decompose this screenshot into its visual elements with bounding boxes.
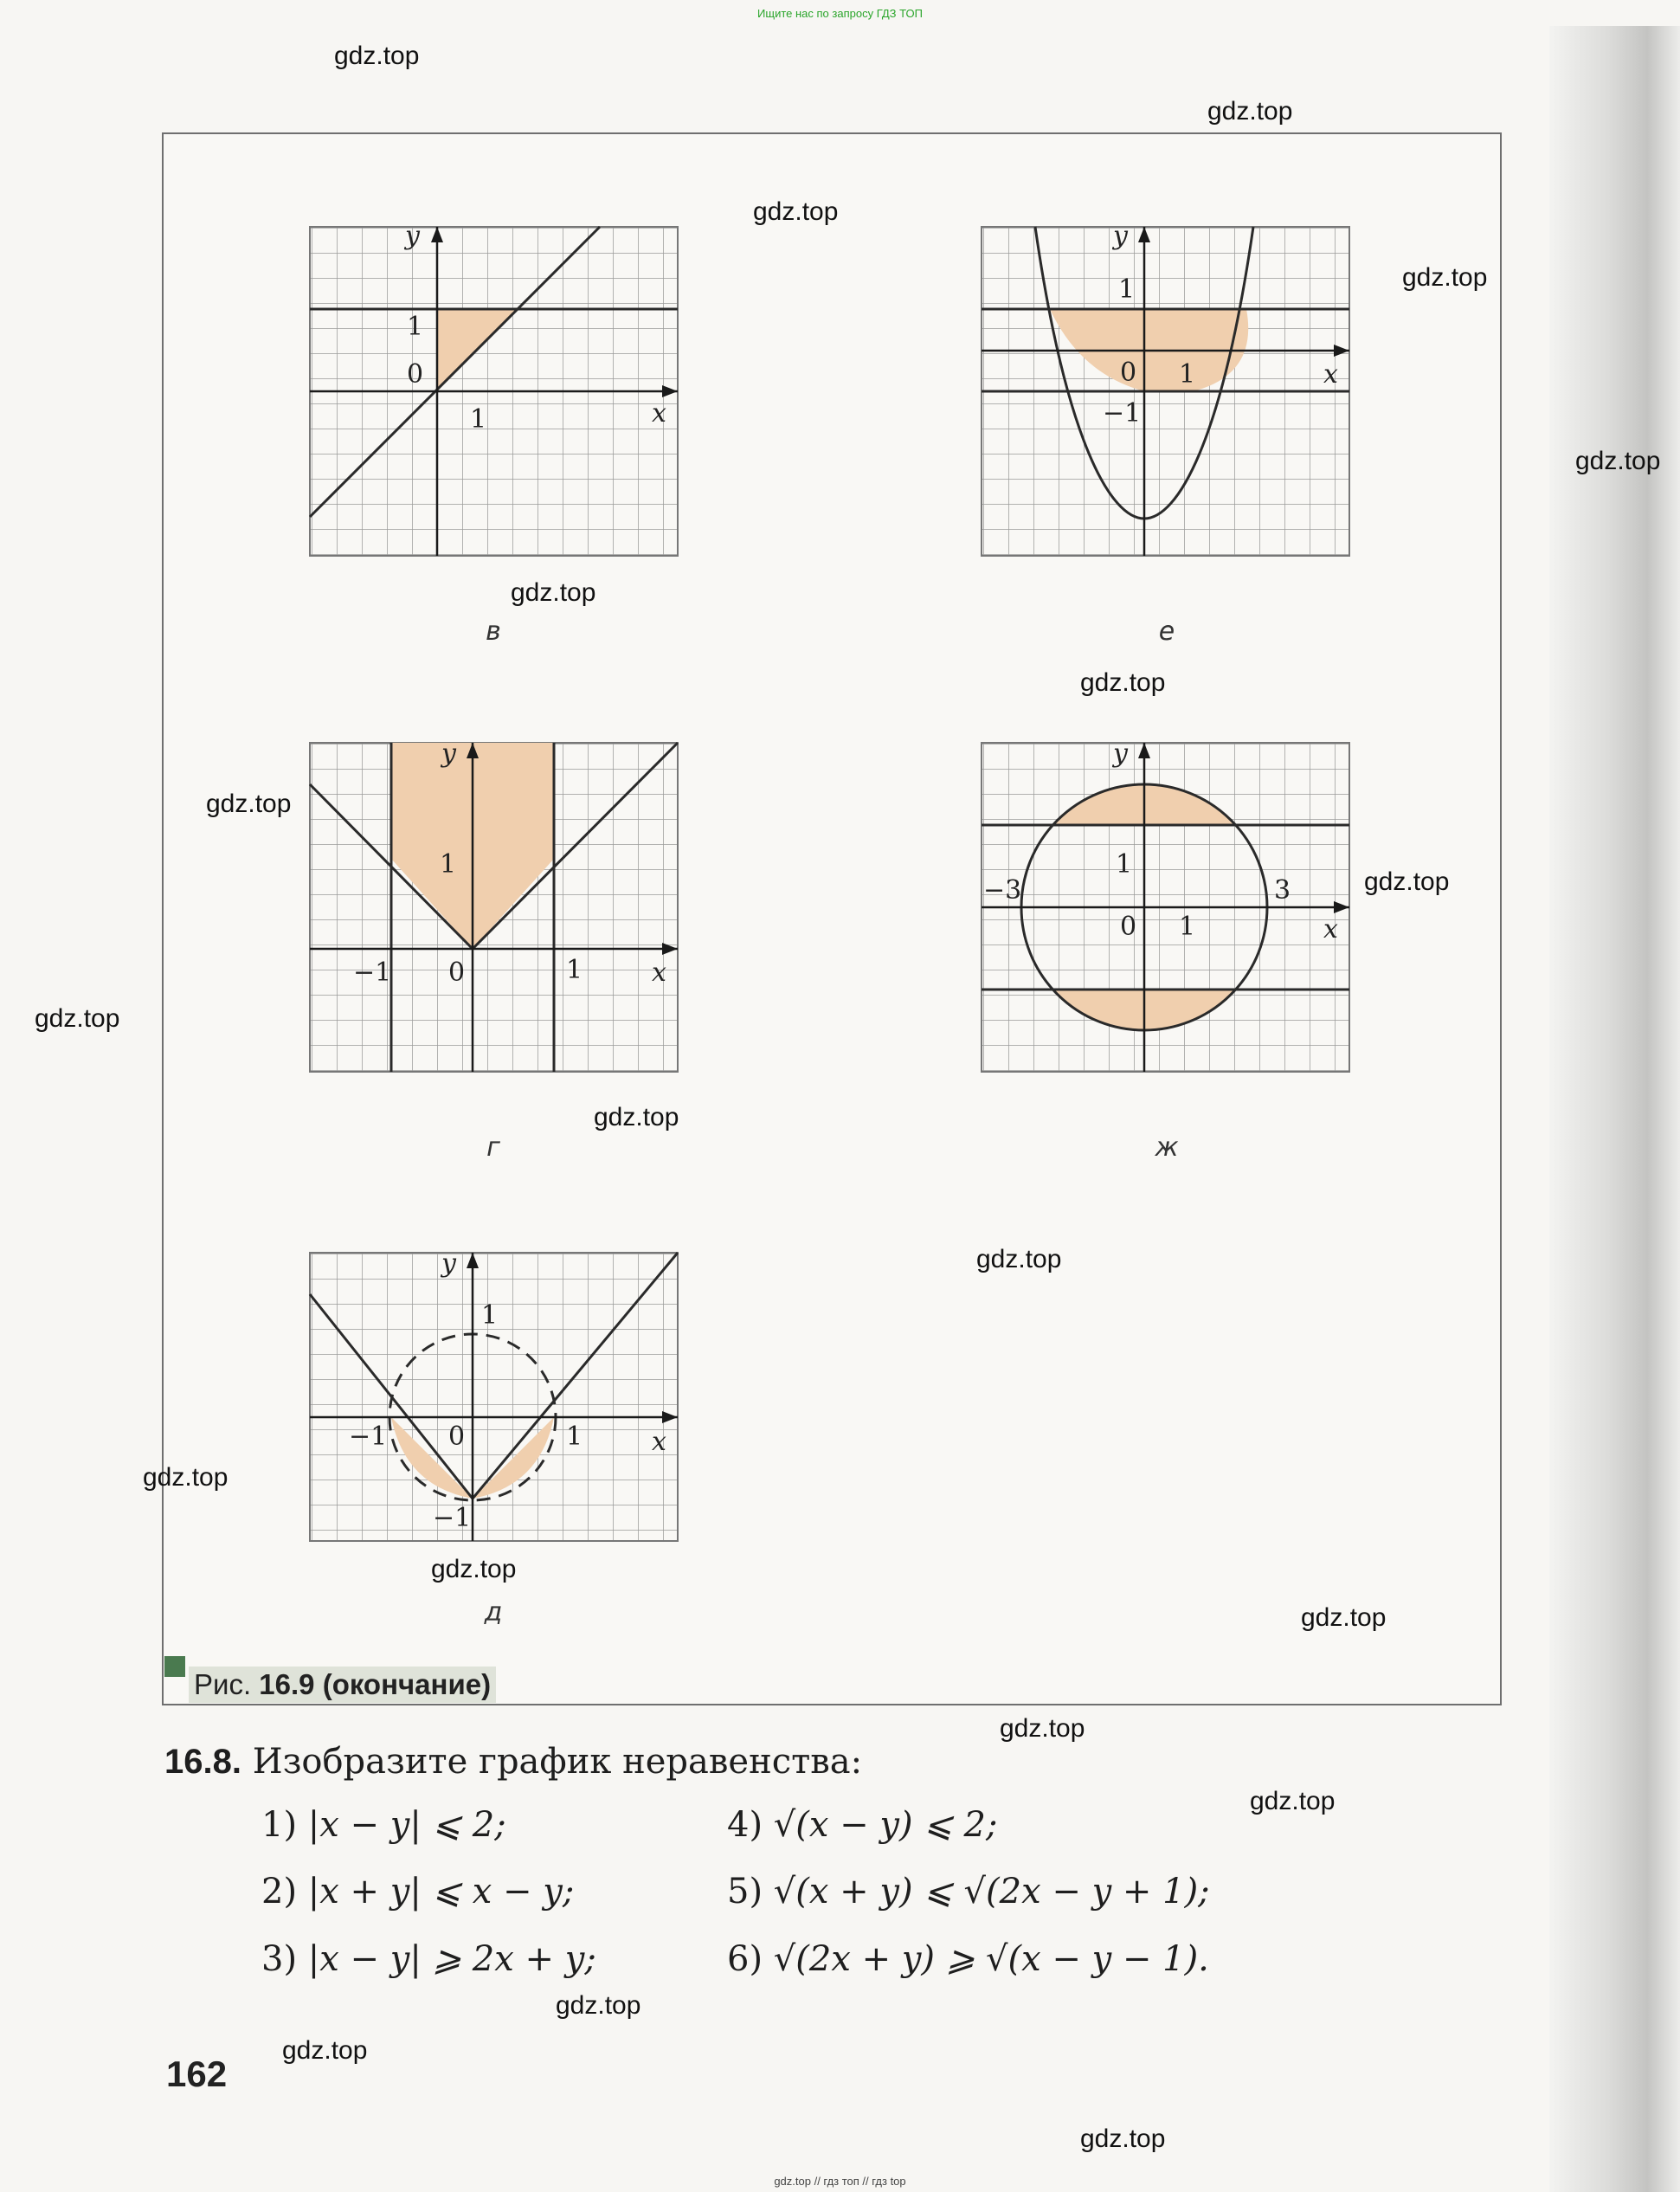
problem-item: 4) √(x − y) ⩽ 2; bbox=[727, 1805, 998, 1845]
watermark: gdz.top bbox=[206, 790, 292, 818]
caption-prefix: Рис. bbox=[194, 1668, 252, 1700]
watermark: gdz.top bbox=[1080, 2124, 1166, 2153]
graph-caption-v: в bbox=[486, 616, 501, 647]
x-axis-label: x bbox=[652, 398, 666, 429]
x-axis-label: x bbox=[1323, 359, 1338, 390]
watermark: gdz.top bbox=[1080, 668, 1166, 697]
graph-zh bbox=[982, 738, 1349, 1072]
tick-label: −1 bbox=[353, 957, 392, 988]
watermark: gdz.top bbox=[1364, 867, 1450, 896]
page-edge-shadow bbox=[1549, 26, 1680, 2192]
caption-text bbox=[189, 1667, 496, 1703]
tick-label: 1 bbox=[407, 312, 424, 342]
watermark: gdz.top bbox=[1000, 1714, 1085, 1743]
watermark: gdz.top bbox=[35, 1004, 120, 1033]
graph-e bbox=[982, 221, 1349, 556]
figure-caption bbox=[164, 1649, 615, 1703]
graph-caption-d: д bbox=[484, 1597, 503, 1628]
graph-caption-zh: ж bbox=[1155, 1132, 1179, 1163]
graph-d-svg bbox=[310, 1248, 678, 1541]
tick-label: −1 bbox=[349, 1422, 388, 1452]
watermark: gdz.top bbox=[143, 1463, 229, 1492]
tick-label: −1 bbox=[433, 1503, 472, 1533]
problem-item: 3) |x − y| ⩾ 2x + y; bbox=[261, 1939, 596, 1979]
y-axis-label: y bbox=[405, 221, 420, 251]
problem-item: 1) |x − y| ⩽ 2; bbox=[261, 1805, 506, 1845]
tick-label: −1 bbox=[1103, 398, 1142, 429]
watermark: gdz.top bbox=[334, 42, 420, 70]
graph-e-svg bbox=[982, 221, 1349, 556]
problem-item: 6) √(2x + y) ⩾ √(x − y − 1). bbox=[727, 1939, 1209, 1979]
tick-label: 1 bbox=[470, 404, 487, 435]
tick-label: 1 bbox=[1179, 912, 1196, 942]
caption-marker bbox=[164, 1656, 185, 1677]
watermark: gdz.top bbox=[511, 578, 596, 607]
y-axis-label: y bbox=[1113, 738, 1128, 769]
origin-label: 0 bbox=[1120, 358, 1137, 388]
origin-label: 0 bbox=[1120, 912, 1137, 942]
y-axis-label: y bbox=[441, 1248, 456, 1279]
problem-heading bbox=[164, 1742, 862, 1782]
origin-label: 0 bbox=[448, 957, 466, 988]
page-number: 162 bbox=[166, 2053, 228, 2094]
tick-label: 1 bbox=[481, 1300, 499, 1331]
tick-label: 1 bbox=[566, 1422, 583, 1452]
origin-label: 0 bbox=[448, 1422, 466, 1452]
y-axis-label: y bbox=[1113, 221, 1128, 251]
watermark: gdz.top bbox=[976, 1245, 1062, 1273]
tick-label: 1 bbox=[566, 955, 583, 985]
graph-zh-svg bbox=[982, 738, 1349, 1072]
problem-item: 2) |x + y| ⩽ x − y; bbox=[261, 1872, 575, 1912]
graph-caption-g: г bbox=[486, 1132, 500, 1163]
watermark: gdz.top bbox=[282, 2036, 368, 2065]
watermark: gdz.top bbox=[431, 1555, 517, 1583]
caption-suffix: (окончание) bbox=[322, 1668, 492, 1700]
tick-label: −3 bbox=[983, 875, 1022, 906]
footer-links: gdz.top // гдз топ // гдз top bbox=[774, 2175, 906, 2188]
problem-item: 5) √(x + y) ⩽ √(2x − y + 1); bbox=[727, 1872, 1210, 1912]
watermark: gdz.top bbox=[1207, 97, 1293, 126]
watermark: gdz.top bbox=[594, 1103, 679, 1131]
graph-d bbox=[310, 1248, 678, 1541]
x-axis-label: x bbox=[652, 957, 666, 988]
caption-number: 16.9 bbox=[259, 1668, 315, 1700]
problem-number: 16.8. bbox=[164, 1743, 241, 1781]
watermark: gdz.top bbox=[1301, 1603, 1387, 1632]
graph-g-svg bbox=[310, 738, 678, 1072]
tick-label: 1 bbox=[440, 849, 457, 880]
search-hint-banner: Ищите нас по запросу ГДЗ ТОП bbox=[757, 7, 923, 20]
graph-v-svg bbox=[310, 221, 678, 556]
watermark: gdz.top bbox=[1575, 447, 1661, 475]
tick-label: 1 bbox=[1179, 359, 1196, 390]
tick-label: 1 bbox=[1118, 274, 1136, 305]
tick-label: 1 bbox=[1116, 849, 1133, 880]
x-axis-label: x bbox=[1323, 914, 1338, 944]
graph-v bbox=[310, 221, 678, 556]
watermark: gdz.top bbox=[1250, 1787, 1336, 1815]
watermark: gdz.top bbox=[556, 1991, 641, 2020]
watermark: gdz.top bbox=[753, 197, 839, 226]
y-axis-label: y bbox=[441, 738, 456, 769]
problem-text: Изобразите график неравенства: bbox=[252, 1742, 863, 1782]
graph-caption-e: е bbox=[1158, 616, 1175, 647]
tick-label: 3 bbox=[1274, 875, 1291, 906]
x-axis-label: x bbox=[652, 1427, 666, 1457]
watermark: gdz.top bbox=[1402, 263, 1488, 292]
origin-label: 0 bbox=[407, 359, 424, 390]
graph-g bbox=[310, 738, 678, 1072]
